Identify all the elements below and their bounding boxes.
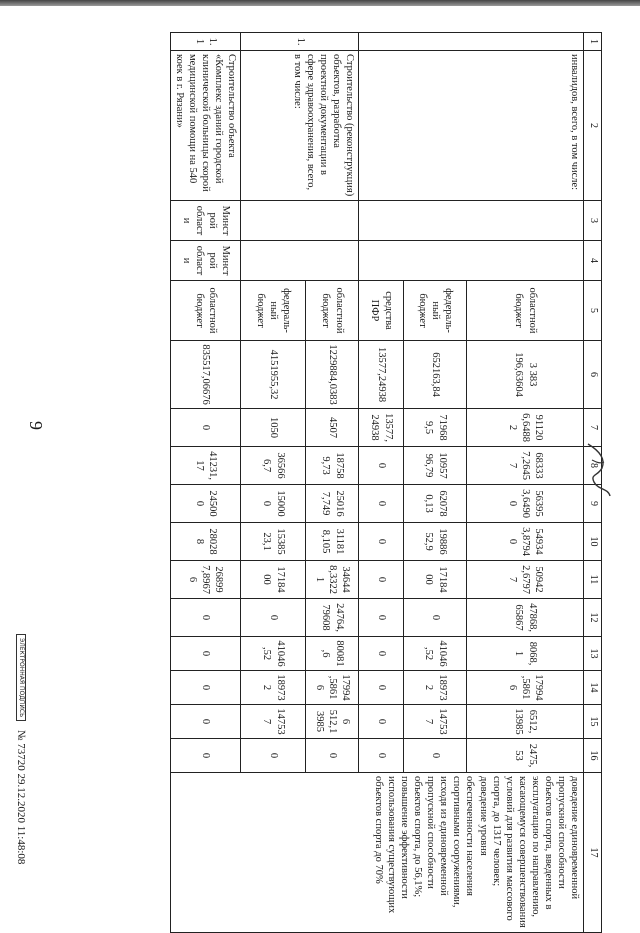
value-cell: 0	[359, 561, 404, 599]
value-cell: 0	[359, 523, 404, 561]
value-cell: 0	[170, 739, 241, 773]
value-cell: 189732	[241, 671, 306, 705]
page-number: 9	[26, 421, 46, 430]
value-cell: 620780,13	[404, 485, 467, 523]
value-cell: 4507	[306, 409, 359, 447]
value-cell: 1718400	[404, 561, 467, 599]
value-cell: 0	[359, 705, 404, 739]
executor-cell: Минстрой области	[170, 201, 241, 241]
value-cell: 911206,64882	[467, 409, 584, 447]
value-cell: 0	[170, 705, 241, 739]
value-cell: 6 512,13985	[306, 705, 359, 739]
value-cell: 2475,53	[467, 739, 584, 773]
value-cell: 80081,6	[306, 637, 359, 671]
value-cell: 268997,89676	[170, 561, 241, 599]
header-cell: 13	[584, 637, 602, 671]
value-cell: 509422,67977	[467, 561, 584, 599]
value-cell: 13577,24938	[359, 409, 404, 447]
value-cell: 187589,73	[306, 447, 359, 485]
header-cell: 11	[584, 561, 602, 599]
value-cell: 0	[404, 599, 467, 637]
total-cell: 13577,24938	[359, 341, 404, 409]
value-cell: 563953,64900	[467, 485, 584, 523]
value-cell: 0	[241, 739, 306, 773]
value-cell: 0	[359, 637, 404, 671]
funding-source-cell: средства ПФР	[359, 281, 404, 341]
funding-source-cell: федераль-ный бюджет	[404, 281, 467, 341]
handwritten-signature	[582, 440, 616, 500]
document-registration-number: № 73720 29.12.2020 11:48:08	[15, 729, 27, 865]
header-cell: 7	[584, 409, 602, 447]
value-cell: 41231,17	[170, 447, 241, 485]
value-cell: 0	[404, 739, 467, 773]
total-cell: 652163,84	[404, 341, 467, 409]
value-cell: 6512,13985	[467, 705, 584, 739]
e-sign-badge: ЭЛЕКТРОННАЯ ПОДПИСЬ	[16, 634, 26, 721]
value-cell: 719689,5	[404, 409, 467, 447]
header-cell: 14	[584, 671, 602, 705]
header-cell: 17	[584, 773, 602, 933]
value-cell: 280288	[170, 523, 241, 561]
value-cell: 0	[241, 599, 306, 637]
value-cell: 0	[170, 409, 241, 447]
total-cell: 1229884,0383	[306, 341, 359, 409]
header-cell: 16	[584, 739, 602, 773]
value-cell: 147537	[404, 705, 467, 739]
value-cell: 0	[170, 599, 241, 637]
executor-cell	[359, 201, 584, 241]
header-cell: 6	[584, 341, 602, 409]
header-cell: 8	[584, 447, 602, 485]
budget-table	[170, 32, 602, 933]
value-cell: 346448,33221	[306, 561, 359, 599]
description-cell: Строительство (реконструкция) объектов, разработка проектной документации в сфере здравоохранения, всего, в том числе:	[241, 51, 359, 201]
header-cell: 1	[584, 33, 602, 51]
funding-source-cell: федераль-ный бюджет	[241, 281, 306, 341]
row-number-cell: 1.	[241, 33, 359, 51]
header-cell: 10	[584, 523, 602, 561]
value-cell: 24764,79608	[306, 599, 359, 637]
value-cell: 47868,65867	[467, 599, 584, 637]
value-cell: 0	[170, 671, 241, 705]
value-cell: 0	[359, 739, 404, 773]
value-cell: 549343,87940	[467, 523, 584, 561]
total-cell: 835517,06676	[170, 341, 241, 409]
value-cell: 250167,749	[306, 485, 359, 523]
table-row	[467, 33, 584, 933]
header-cell: 9	[584, 485, 602, 523]
value-cell: 0	[359, 599, 404, 637]
coexecutor-cell	[241, 241, 359, 281]
electronic-document-stamp	[15, 634, 27, 864]
value-cell: 1988652,9	[404, 523, 467, 561]
header-cell: 4	[584, 241, 602, 281]
value-cell: 0	[359, 447, 404, 485]
value-cell: 245000	[170, 485, 241, 523]
funding-source-cell: областной бюджет	[306, 281, 359, 341]
scan-edge-line	[0, 0, 640, 6]
header-cell: 3	[584, 201, 602, 241]
funding-source-cell: областной бюджет	[467, 281, 584, 341]
value-cell: 147537	[241, 705, 306, 739]
value-cell: 0	[359, 485, 404, 523]
coexecutor-cell	[359, 241, 584, 281]
total-cell: 3 383 196,63604	[467, 341, 584, 409]
value-cell: 1095796,79	[404, 447, 467, 485]
header-cell: 12	[584, 599, 602, 637]
value-cell: 17994,58616	[467, 671, 584, 705]
value-cell: 189732	[404, 671, 467, 705]
value-cell: 0	[306, 739, 359, 773]
value-cell: 1538523,1	[241, 523, 306, 561]
expected-result-cell: доведение единовременной пропускной способности объектов спорта, введенных в эксплуатацию по направлению, касающемуся совершенствования условий для развития массового спорта, до 1317 человек; доведение уровня обеспеченности населения спортивными сооружениями, исходя из единовременной пропускной способности объектов спорта, до 56,1%; повышение эффективности использования существующих объектов спорта до 70%	[170, 773, 584, 933]
value-cell: 150000	[241, 485, 306, 523]
row-number-cell: 1.1	[170, 33, 241, 51]
value-cell: 1050	[241, 409, 306, 447]
value-cell: 0	[170, 637, 241, 671]
value-cell: 311818,105	[306, 523, 359, 561]
executor-cell	[241, 201, 359, 241]
value-cell: 41046,52	[241, 637, 306, 671]
value-cell: 8068,1	[467, 637, 584, 671]
funding-source-cell: областной бюджет	[170, 281, 241, 341]
value-cell: 17994,58616	[306, 671, 359, 705]
value-cell: 365666,7	[241, 447, 306, 485]
value-cell: 1718400	[241, 561, 306, 599]
row-number-cell	[359, 33, 584, 51]
total-cell: 4151955,32	[241, 341, 306, 409]
description-cell: инвалидов, всего, в том числе:	[359, 51, 584, 201]
header-cell: 2	[584, 51, 602, 201]
header-cell: 5	[584, 281, 602, 341]
coexecutor-cell: Минстрой области	[170, 241, 241, 281]
header-cell: 15	[584, 705, 602, 739]
value-cell: 41046,52	[404, 637, 467, 671]
description-cell: Строительство объекта «Комплекс зданий городской клинической больницы скорой медицинской помощи на 540 коек в г. Рязани»	[170, 51, 241, 201]
rotated-table-container	[170, 32, 602, 933]
value-cell: 683337,26457	[467, 447, 584, 485]
value-cell: 0	[359, 671, 404, 705]
